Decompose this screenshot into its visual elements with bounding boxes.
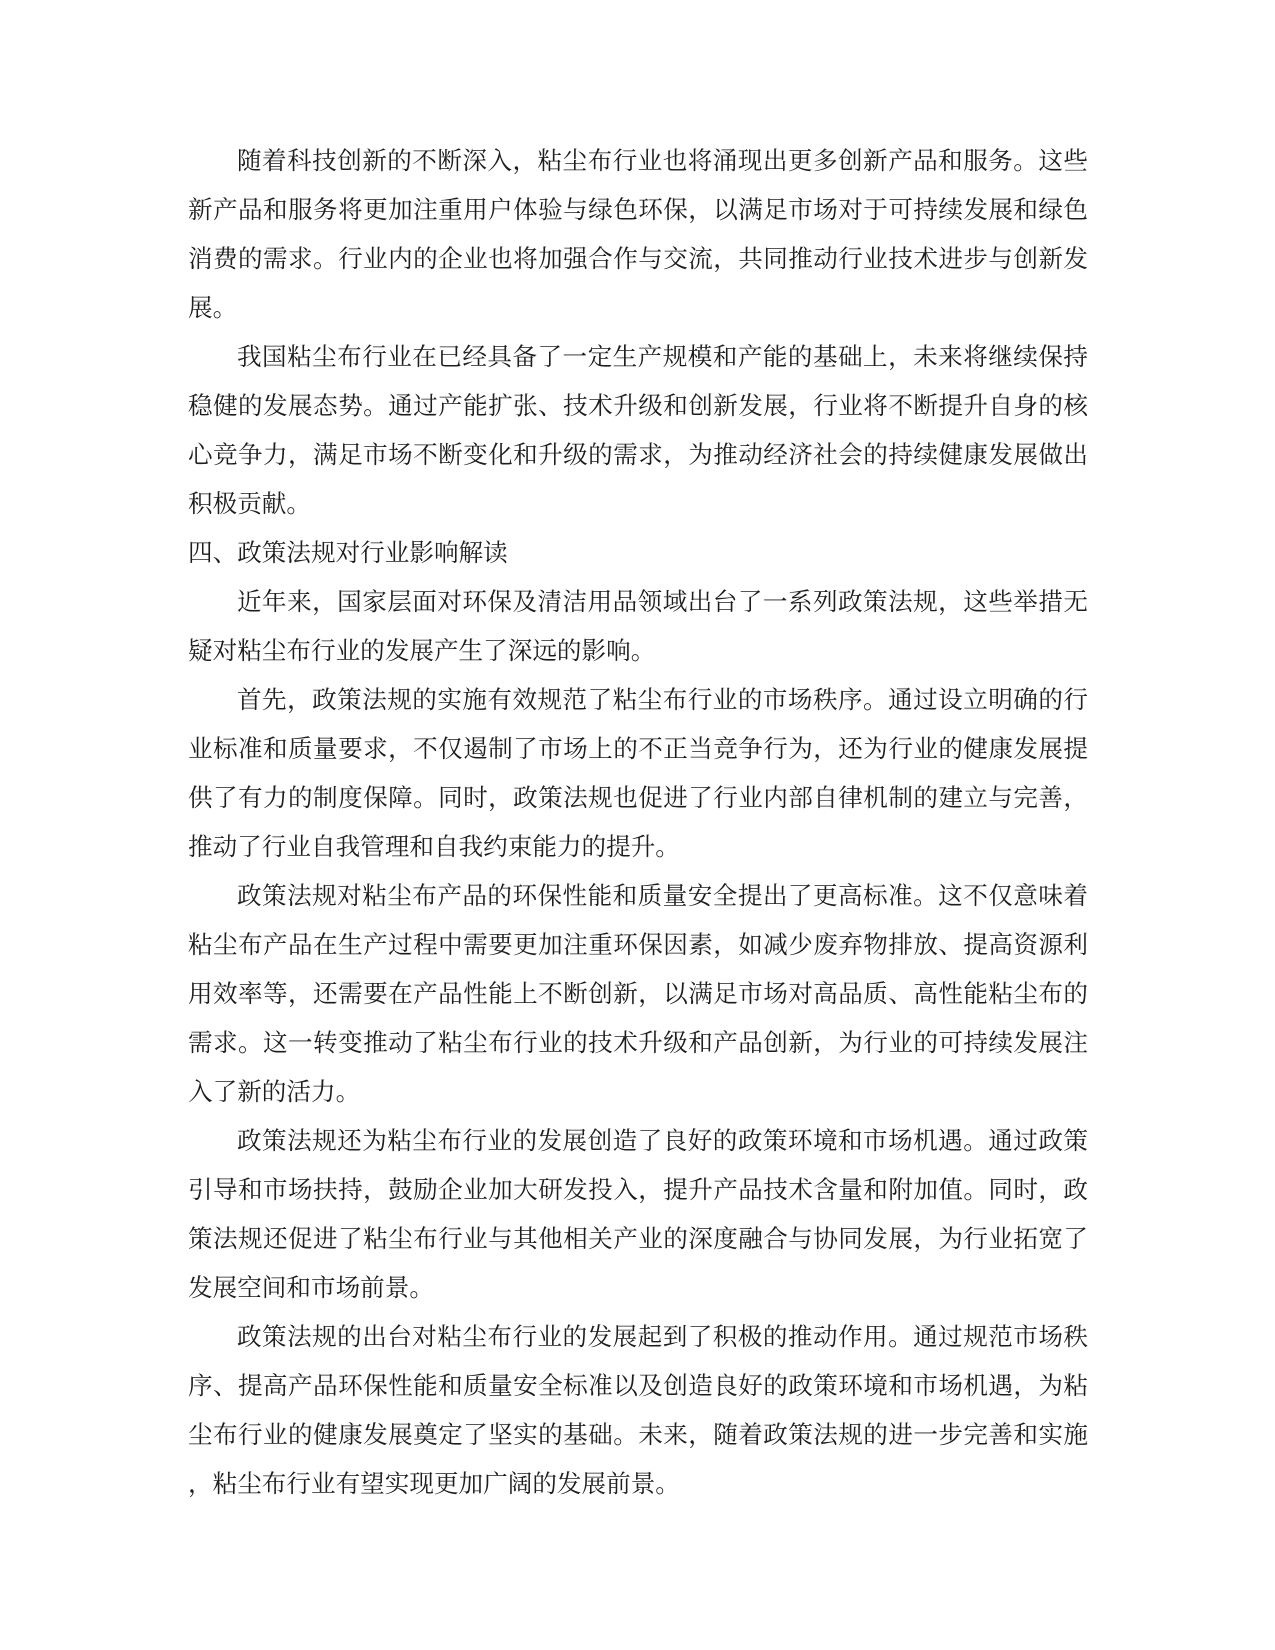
text-line: 入了新的活力。: [188, 1079, 361, 1106]
text-line: 政策法规的出台对粘尘布行业的发展起到了积极的推动作用。通过规范市场秩: [237, 1324, 1088, 1351]
text-line: 供了有力的制度保障。同时，政策法规也促进了行业内部自律机制的建立与完善，: [188, 785, 1088, 812]
paragraph: [188, 872, 1088, 1117]
text-line: 我国粘尘布行业在已经具备了一定生产规模和产能的基础上，未来将继续保持: [237, 344, 1088, 371]
text-line: 近年来，国家层面对环保及清洁用品领域出台了一系列政策法规，这些举措无: [237, 589, 1088, 616]
text-line: ，粘尘布行业有望实现更加广阔的发展前景。: [188, 1471, 680, 1498]
section-heading-text: 四、政策法规对行业影响解读: [188, 540, 508, 567]
text-line: 引导和市场扶持，鼓励企业加大研发投入，提升产品技术含量和附加值。同时，政: [188, 1177, 1088, 1204]
text-line: 发展空间和市场前景。: [188, 1275, 434, 1302]
text-line: 序、提高产品环保性能和质量安全标准以及创造良好的政策环境和市场机遇，为粘: [188, 1373, 1088, 1400]
text-line: 粘尘布产品在生产过程中需要更加注重环保因素，如减少废弃物排放、提高资源利: [188, 932, 1088, 959]
text-line: 展。: [188, 295, 238, 322]
text-line: 消费的需求。行业内的企业也将加强合作与交流，共同推动行业技术进步与创新发: [188, 246, 1088, 273]
text-line: 心竞争力，满足市场不断变化和升级的需求，为推动经济社会的持续健康发展做出: [188, 442, 1088, 469]
paragraph: [188, 676, 1088, 872]
paragraph: [188, 1117, 1088, 1313]
paragraph: [188, 333, 1088, 529]
paragraph: [188, 1313, 1088, 1509]
paragraph: [188, 578, 1088, 676]
text-line: 首先，政策法规的实施有效规范了粘尘布行业的市场秩序。通过设立明确的行: [237, 687, 1088, 714]
text-block: [188, 137, 1088, 1509]
paragraph: [188, 137, 1088, 333]
text-line: 需求。这一转变推动了粘尘布行业的技术升级和产品创新，为行业的可持续发展注: [188, 1030, 1088, 1057]
text-line: 业标准和质量要求，不仅遏制了市场上的不正当竞争行为，还为行业的健康发展提: [188, 736, 1088, 763]
text-line: 新产品和服务将更加注重用户体验与绿色环保，以满足市场对于可持续发展和绿色: [188, 197, 1088, 224]
section-heading: [188, 529, 1088, 578]
text-line: 政策法规还为粘尘布行业的发展创造了良好的政策环境和市场机遇。通过政策: [237, 1128, 1088, 1155]
text-line: 积极贡献。: [188, 491, 311, 518]
text-line: 随着科技创新的不断深入，粘尘布行业也将涌现出更多创新产品和服务。这些: [237, 148, 1088, 175]
text-line: 政策法规对粘尘布产品的环保性能和质量安全提出了更高标准。这不仅意味着: [237, 883, 1088, 910]
text-line: 用效率等，还需要在产品性能上不断创新，以满足市场对高品质、高性能粘尘布的: [188, 981, 1088, 1008]
text-line: 疑对粘尘布行业的发展产生了深远的影响。: [188, 638, 656, 665]
text-line: 推动了行业自我管理和自我约束能力的提升。: [188, 834, 680, 861]
text-line: 尘布行业的健康发展奠定了坚实的基础。未来，随着政策法规的进一步完善和实施: [188, 1422, 1088, 1449]
text-line: 策法规还促进了粘尘布行业与其他相关产业的深度融合与协同发展，为行业拓宽了: [188, 1226, 1088, 1253]
text-line: 稳健的发展态势。通过产能扩张、技术升级和创新发展，行业将不断提升自身的核: [188, 393, 1088, 420]
